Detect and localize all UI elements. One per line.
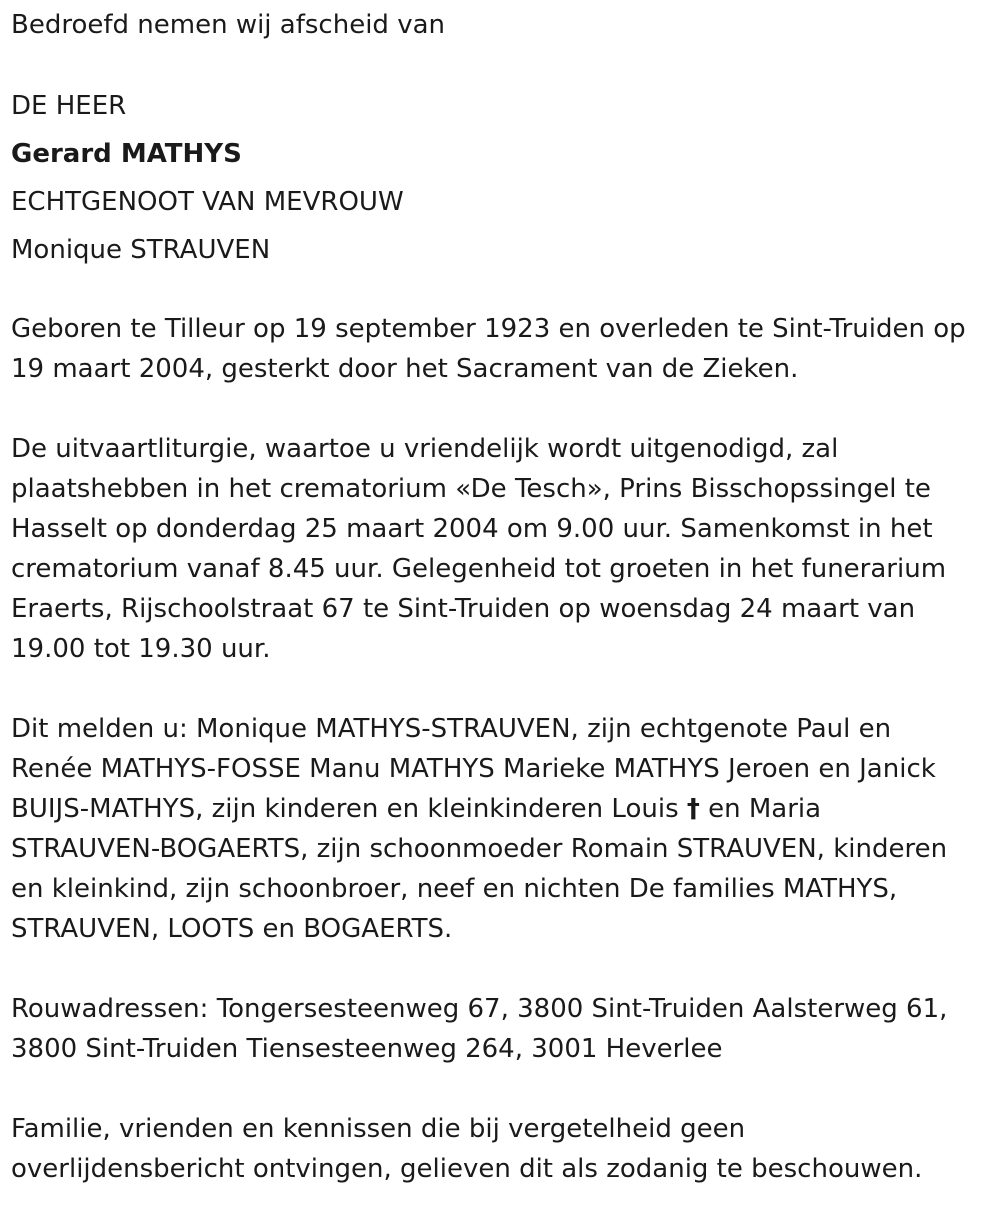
liturgy-paragraph — [11, 429, 996, 669]
spouse-name: Monique STRAUVEN — [11, 235, 271, 265]
paragraph-text: BUIJS-MATHYS, zijn kinderen en kleinkinderen Louis — [11, 794, 687, 824]
paragraph-text: en Maria — [699, 794, 822, 824]
paragraph-line: overlijdensbericht ontvingen, gelieven dit als zodanig te beschouwen. — [11, 1154, 923, 1184]
paragraph-line: Geboren te Tilleur op 19 september 1923 en overleden te Sint-Truiden op — [11, 314, 966, 344]
paragraph-line: Familie, vrienden en kennissen die bij vergetelheid geen — [11, 1114, 746, 1144]
deceased-title: DE HEER — [11, 91, 127, 121]
intro-block — [11, 5, 445, 45]
spouse-label: ECHTGENOOT VAN MEVROUW — [11, 187, 404, 217]
paragraph-line: en kleinkind, zijn schoonbroer, neef en nichten De families MATHYS, — [11, 874, 898, 904]
cross-icon: † — [686, 794, 700, 824]
paragraph-line: plaatshebben in het crematorium «De Tesch», Prins Bisschopssingel te — [11, 474, 931, 504]
paragraph-line: Eraerts, Rijschoolstraat 67 te Sint-Truiden op woensdag 24 maart van — [11, 594, 916, 624]
deceased-block — [11, 82, 404, 274]
paragraph-line — [11, 789, 996, 829]
deceased-name: Gerard MATHYS — [11, 139, 242, 169]
paragraph-line: 19 maart 2004, gesterkt door het Sacrament van de Zieken. — [11, 354, 799, 384]
birth-death-paragraph — [11, 309, 996, 389]
paragraph-line: 3800 Sint-Truiden Tiensesteenweg 264, 3001 Heverlee — [11, 1034, 723, 1064]
paragraph-line: Hasselt op donderdag 25 maart 2004 om 9.00 uur. Samenkomst in het — [11, 514, 933, 544]
paragraph-line: STRAUVEN-BOGAERTS, zijn schoonmoeder Romain STRAUVEN, kinderen — [11, 834, 948, 864]
paragraph-line: De uitvaartliturgie, waartoe u vriendelijk wordt uitgenodigd, zal — [11, 434, 839, 464]
paragraph-line: Dit melden u: Monique MATHYS-STRAUVEN, zijn echtgenote Paul en — [11, 714, 892, 744]
addresses-paragraph — [11, 989, 996, 1069]
paragraph-line: Renée MATHYS-FOSSE Manu MATHYS Marieke MATHYS Jeroen en Janick — [11, 754, 936, 784]
paragraph-line: STRAUVEN, LOOTS en BOGAERTS. — [11, 914, 453, 944]
paragraph-line: Rouwadressen: Tongersesteenweg 67, 3800 Sint-Truiden Aalsterweg 61, — [11, 994, 948, 1024]
intro-text: Bedroefd nemen wij afscheid van — [11, 10, 445, 40]
closing-paragraph — [11, 1109, 996, 1189]
announcers-paragraph — [11, 709, 996, 949]
paragraph-line: 19.00 tot 19.30 uur. — [11, 634, 271, 664]
paragraph-line: crematorium vanaf 8.45 uur. Gelegenheid tot groeten in het funerarium — [11, 554, 947, 584]
